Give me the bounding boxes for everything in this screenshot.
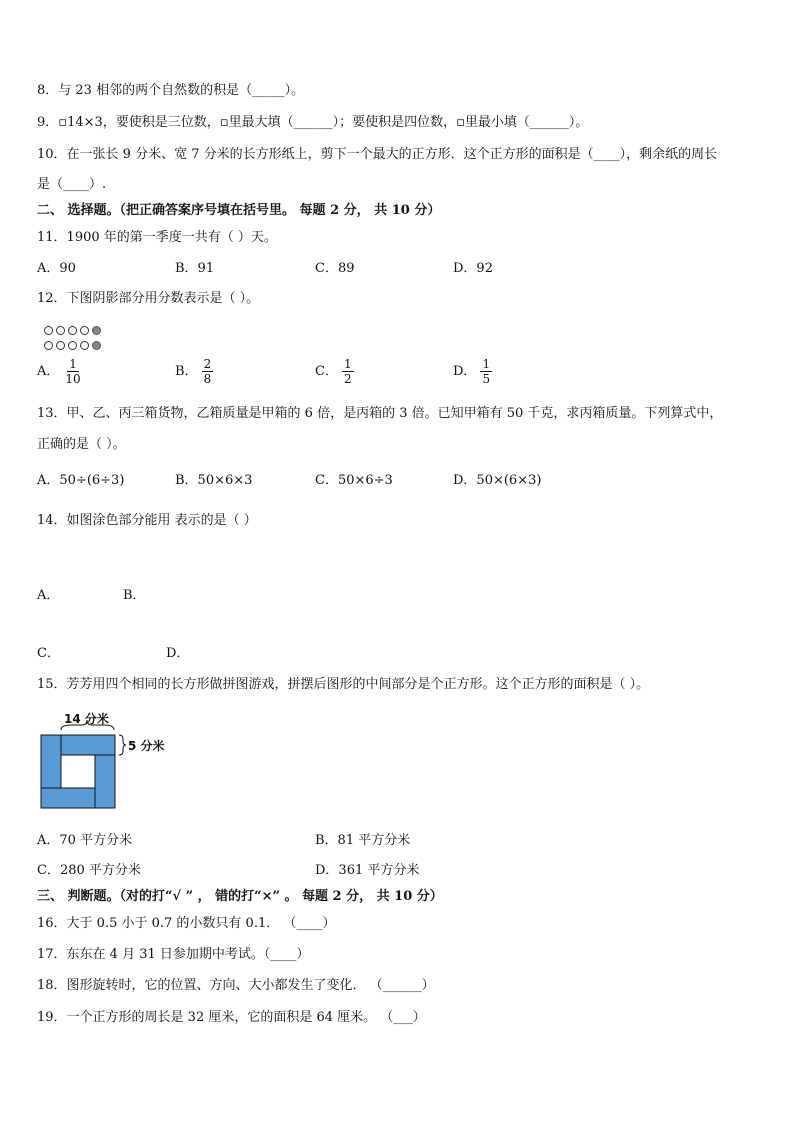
q12-option-d: [453, 357, 492, 386]
q14-option-b: B．: [123, 588, 146, 603]
section-2-heading: 二、 选择题。（把正确答案序号填在括号里。 每题 2 分， 共 10 分）: [37, 203, 441, 218]
q15-option-c: C．280 平方分米: [37, 863, 141, 878]
q11-option-c: C．89: [315, 261, 355, 276]
q12-circles-row-2: [44, 339, 104, 354]
question-13-line-1: 13．甲、乙、丙三箱货物，乙箱质量是甲箱的 6 倍，是丙箱的 3 倍。已知甲箱有 50 千克，求丙箱质量。下列算式中，: [37, 406, 723, 421]
q14-option-c: C．: [37, 646, 60, 661]
fraction: [63, 357, 82, 386]
q15-side-label: 5 分米: [128, 739, 165, 753]
denominator: 10: [65, 372, 81, 386]
q15-option-b: B．81 平方分米: [315, 833, 411, 848]
q15-figure: [36, 708, 176, 814]
q15-brace-side: [119, 735, 126, 755]
q12-option-a: [37, 357, 83, 386]
q14-option-d: D．: [166, 646, 190, 661]
q15-option-d: D．361 平方分米: [315, 863, 420, 878]
q15-option-a: A．70 平方分米: [37, 833, 133, 848]
q11-option-b: B．91: [175, 261, 215, 276]
fraction: [202, 357, 214, 386]
empty-circle-icon: [68, 341, 77, 350]
empty-circle-icon: [80, 341, 89, 350]
q11-option-d: D．92: [453, 261, 493, 276]
fraction: [480, 357, 492, 386]
shaded-circle-icon: [92, 326, 101, 335]
empty-circle-icon: [68, 326, 77, 335]
q11-option-a: A．90: [37, 261, 76, 276]
question-14: 14．如图涂色部分能用 表示的是（ ）: [37, 513, 257, 528]
fraction: [342, 357, 354, 386]
question-19: 19．一个正方形的周长是 32 厘米，它的面积是 64 厘米。 （___）: [37, 1010, 426, 1025]
denominator: 2: [343, 372, 352, 386]
question-9: 9．▫14×3，要使积是三位数，▫里最大填（______）；要使积是四位数，▫里最小填（______）。: [37, 115, 589, 130]
empty-circle-icon: [44, 326, 53, 335]
question-10-line-1: 10．在一张长 9 分米、宽 7 分米的长方形纸上，剪下一个最大的正方形．这个正方形的面积是（____），剩余纸的周长: [37, 147, 718, 162]
numerator: 1: [343, 357, 352, 371]
q13-option-c: C．50×6÷3: [315, 473, 393, 488]
question-10-line-2: 是（____）.: [37, 177, 107, 192]
empty-circle-icon: [44, 341, 53, 350]
question-8: 8．与 23 相邻的两个自然数的积是（_____）。: [37, 83, 305, 98]
denominator: 5: [482, 372, 491, 386]
empty-circle-icon: [56, 326, 65, 335]
numerator: 1: [482, 357, 491, 371]
option-label: B．: [175, 364, 198, 379]
question-11: 11．1900 年的第一季度一共有（ ）天。: [37, 230, 277, 245]
question-12: 12．下图阴影部分用分数表示是（ ）。: [37, 291, 260, 306]
empty-circle-icon: [80, 326, 89, 335]
question-15: 15．芳芳用四个相同的长方形做拼图游戏，拼摆后图形的中间部分是个正方形。这个正方形的面积是（ ）。: [37, 677, 650, 692]
q14-option-a: A．: [37, 588, 60, 603]
q13-option-b: B．50×6×3: [175, 473, 253, 488]
empty-circle-icon: [56, 341, 65, 350]
numerator: 1: [69, 357, 77, 371]
denominator: 8: [203, 372, 212, 386]
q12-option-c: [315, 357, 354, 386]
option-label: C．: [315, 364, 338, 379]
numerator: 2: [203, 357, 212, 371]
option-label: D．: [453, 364, 477, 379]
q15-top-label: 14 分米: [64, 712, 109, 726]
question-18: 18．图形旋转时，它的位置、方向、大小都发生了变化． （______）: [37, 978, 435, 993]
q13-option-d: D．50×(6×3): [453, 473, 542, 488]
q15-inner-square: [61, 755, 95, 788]
q12-option-b: [175, 357, 213, 386]
section-3-heading: 三、 判断题。（对的打“√ ” ， 错的打“×” 。 每题 2 分， 共 10 分）: [37, 889, 443, 904]
q12-circles-row-1: [44, 324, 104, 339]
q13-option-a: A．50÷(6÷3): [37, 473, 125, 488]
option-label: A．: [37, 364, 60, 379]
shaded-circle-icon: [92, 341, 101, 350]
question-16: 16．大于 0.5 小于 0.7 的小数只有 0.1． （____）: [37, 916, 336, 931]
question-17: 17．东东在 4 月 31 日参加期中考试。（____）: [37, 947, 310, 962]
question-13-line-2: 正确的是（ ）。: [37, 437, 126, 452]
